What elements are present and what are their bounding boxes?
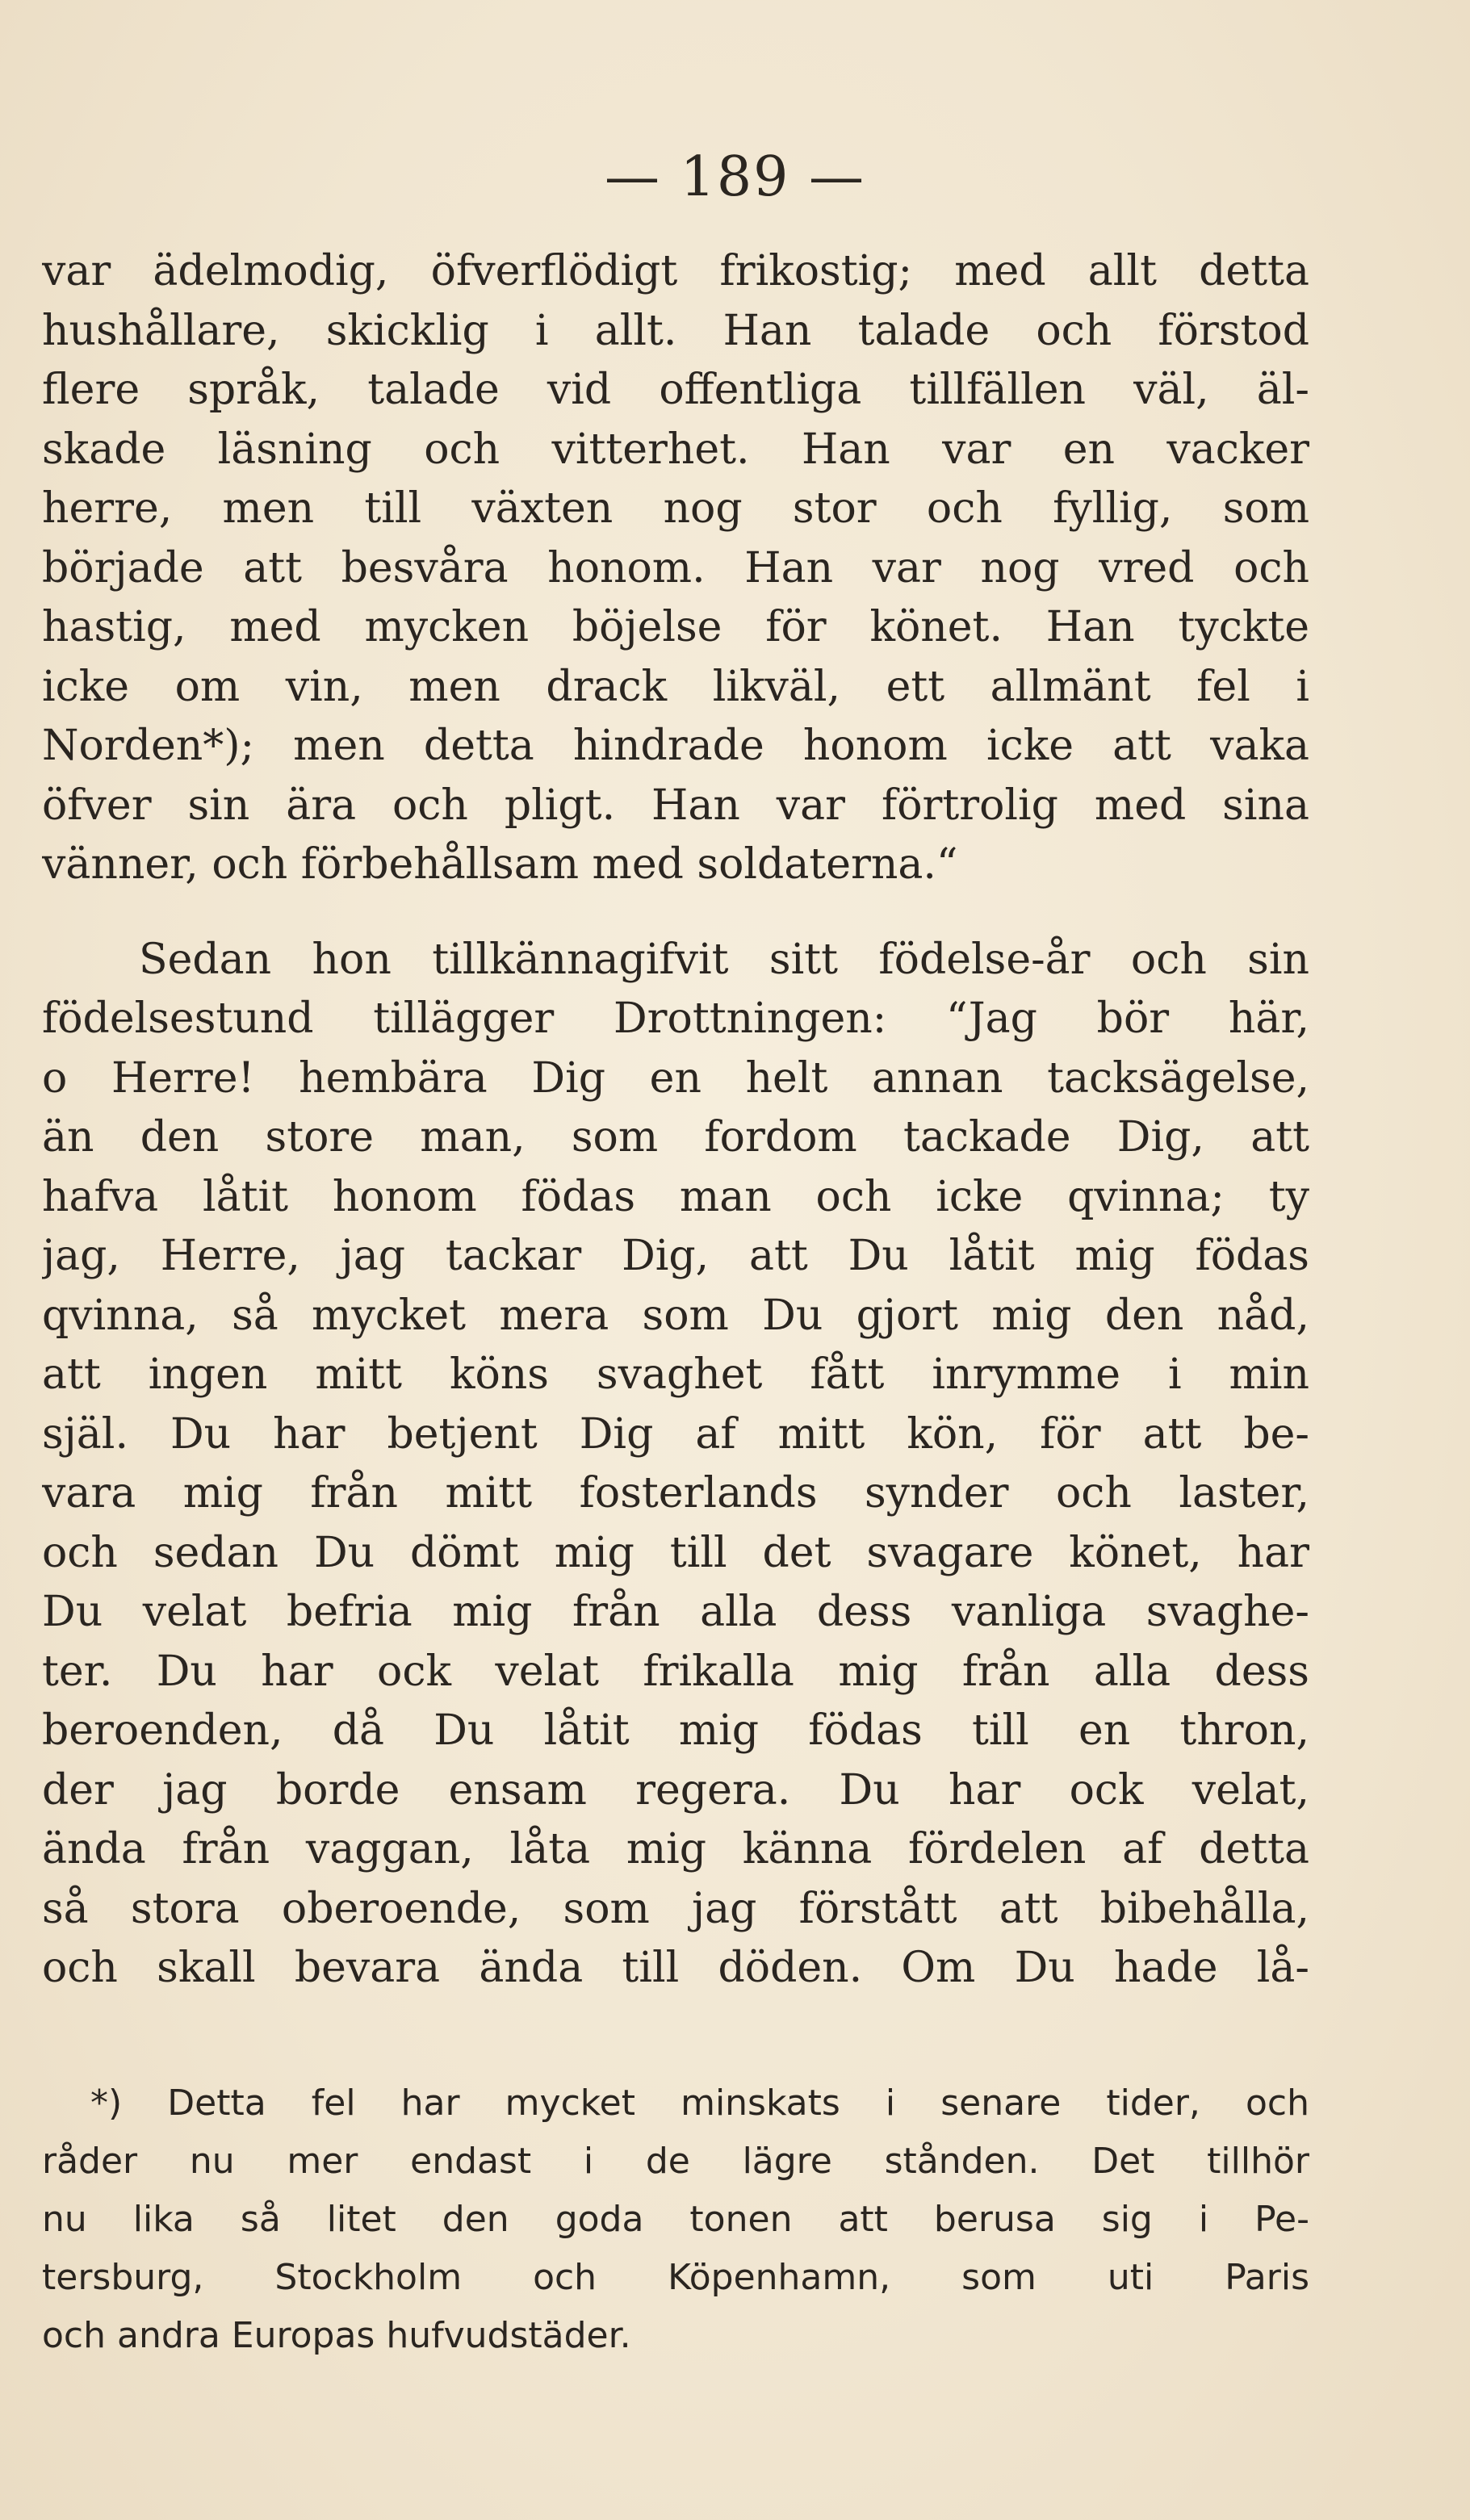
text-line: Sedan hon tillkännagifvit sitt födelse-år och sin <box>139 935 1309 984</box>
text-line: själ. Du har betjent Dig af mitt kön, för att be- <box>42 1409 1309 1459</box>
text-line: vänner, och förbehållsam med soldaterna.“ <box>42 840 958 889</box>
text-line: ter. Du har ock velat frikalla mig från alla dess <box>42 1647 1309 1696</box>
text-line: hastig, med mycken böjelse för könet. Han tyckte <box>42 603 1309 651</box>
text-line: beroenden, då Du låtit mig födas till en thron, <box>42 1706 1309 1755</box>
text-line: var ädelmodig, öfverflödigt frikostig; med allt detta <box>42 247 1309 295</box>
text-line: flere språk, talade vid offentliga tillfällen väl, äl- <box>42 366 1309 414</box>
paragraph-1 <box>42 242 1309 895</box>
main-text <box>42 242 1309 1999</box>
footnote-line: och andra Europas hufvudstäder. <box>42 2315 631 2356</box>
text-line: herre, men till växten nog stor och fyllig, som <box>42 484 1309 533</box>
text-line: så stora oberoende, som jag förstått att bibehålla, <box>42 1884 1309 1933</box>
text-line: ända från vaggan, låta mig känna fördelen af detta <box>42 1825 1309 1873</box>
text-line: vara mig från mitt fosterlands synder och laster, <box>42 1469 1309 1517</box>
footnote-line: råder nu mer endast i de lägre stånden. Det tillhör <box>42 2141 1309 2182</box>
footnote-line: tersburg, Stockholm och Köpenhamn, som uti Paris <box>42 2257 1309 2298</box>
paragraph-gap <box>42 895 1309 931</box>
page-number: — 189 — <box>604 145 866 209</box>
text-line: skade läsning och vitterhet. Han var en vacker <box>42 425 1309 474</box>
paragraph-2 <box>42 931 1309 1999</box>
footnote <box>42 2074 1309 2365</box>
text-line: icke om vin, men drack likväl, ett allmänt fel i <box>42 662 1309 711</box>
text-line: och skall bevara ända till döden. Om Du hade lå- <box>42 1944 1309 1992</box>
text-line: Norden*); men detta hindrade honom icke att vaka <box>42 722 1309 770</box>
text-line: o Herre! hembära Dig en helt annan tacksägelse, <box>42 1053 1309 1103</box>
text-line: der jag borde ensam regera. Du har ock velat, <box>42 1765 1309 1815</box>
text-line: än den store man, som fordom tackade Dig, att <box>42 1113 1309 1162</box>
text-line: öfver sin ära och pligt. Han var förtrolig med sina <box>42 781 1309 830</box>
footnote-line: *) Detta fel har mycket minskats i senare tider, och <box>90 2083 1309 2124</box>
text-line: att ingen mitt köns svaghet fått inrymme i min <box>42 1350 1309 1399</box>
text-line: qvinna, så mycket mera som Du gjort mig den nåd, <box>42 1291 1309 1340</box>
text-line: började att besvåra honom. Han var nog vred och <box>42 543 1309 592</box>
text-line: Du velat befria mig från alla dess vanliga svaghe- <box>42 1588 1309 1636</box>
text-line: jag, Herre, jag tackar Dig, att Du låtit mig födas <box>42 1232 1309 1280</box>
footnote-line: nu lika så litet den goda tonen att berusa sig i Pe- <box>42 2199 1309 2240</box>
text-line: och sedan Du dömt mig till det svagare könet, har <box>42 1528 1309 1577</box>
text-line: födelsestund tillägger Drottningen: “Jag bör här, <box>42 994 1309 1043</box>
text-line: hafva låtit honom födas man och icke qvinna; ty <box>42 1172 1309 1221</box>
text-line: hushållare, skicklig i allt. Han talade och förstod <box>42 306 1309 355</box>
